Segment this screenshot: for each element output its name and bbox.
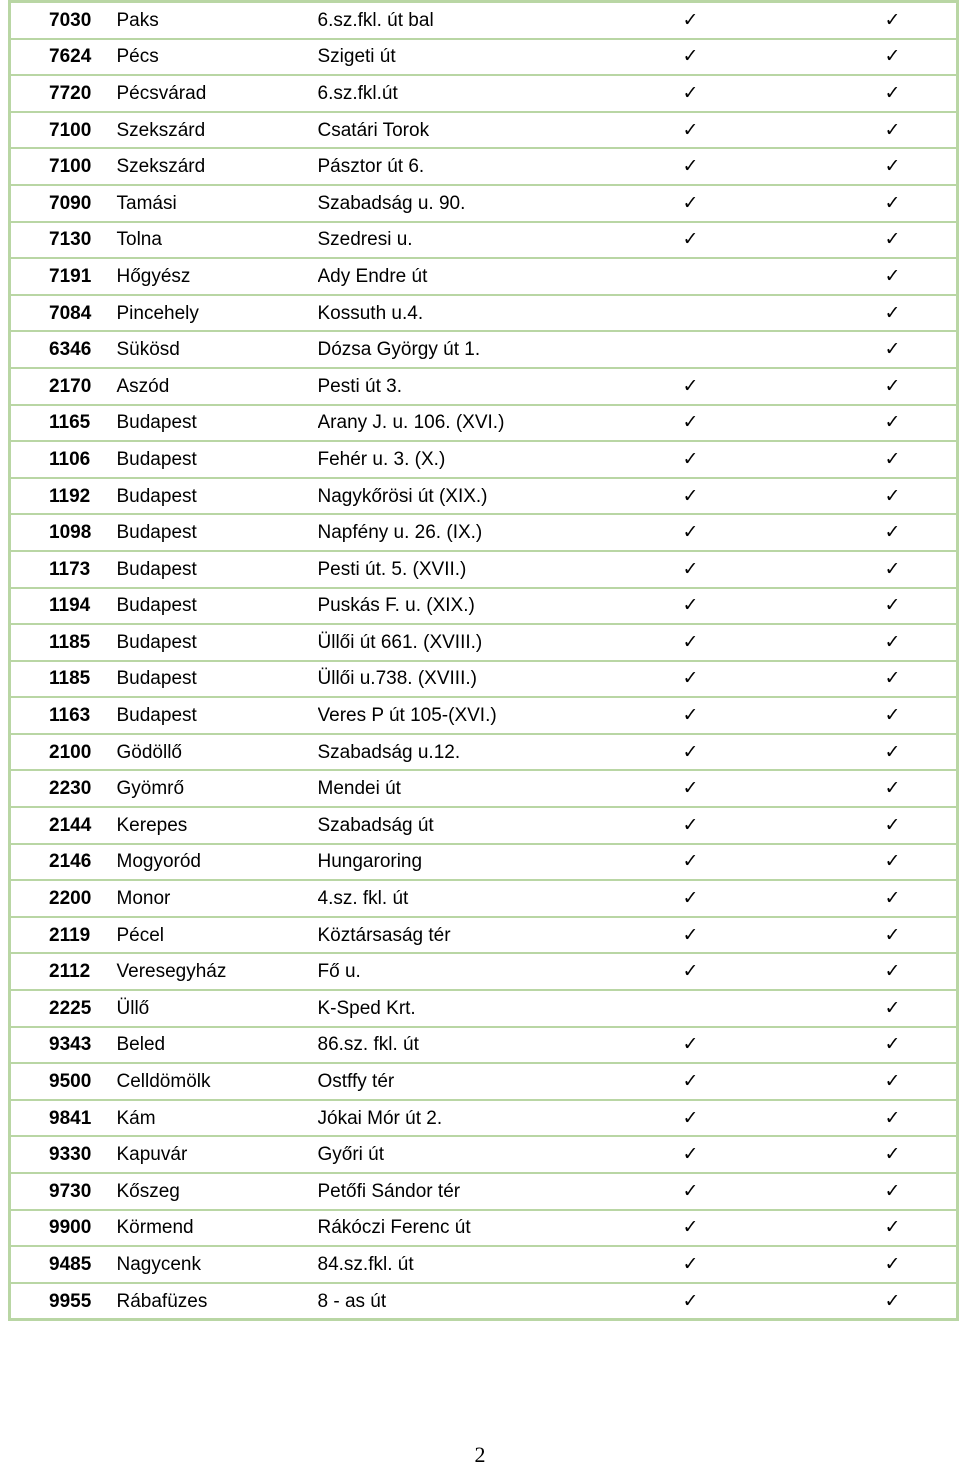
table-row	[10, 880, 958, 917]
check-mark-icon: ✓	[609, 770, 797, 807]
address-cell: 6.sz.fkl. út bal	[318, 2, 609, 39]
check-mark-icon: ✓	[797, 368, 958, 405]
city-cell: Kőszeg	[113, 1173, 318, 1210]
city-cell: Kerepes	[113, 807, 318, 844]
city-cell: Budapest	[113, 697, 318, 734]
zip-code-cell: 9841	[10, 1100, 113, 1137]
table-row	[10, 295, 958, 332]
address-cell: Köztársaság tér	[318, 917, 609, 954]
check-mark-icon: ✓	[797, 1210, 958, 1247]
check-mark-icon: ✓	[609, 478, 797, 515]
table-row	[10, 661, 958, 698]
station-list-sheet	[8, 0, 956, 1321]
check-mark-icon: ✓	[609, 39, 797, 76]
city-cell: Üllő	[113, 990, 318, 1027]
check-mark-icon: ✓	[797, 258, 958, 295]
zip-code-cell: 7130	[10, 222, 113, 259]
check-mark-icon: ✓	[609, 697, 797, 734]
city-cell: Sükösd	[113, 331, 318, 368]
address-cell: 84.sz.fkl. út	[318, 1246, 609, 1283]
city-cell: Tolna	[113, 222, 318, 259]
check-mark-icon: ✓	[797, 1136, 958, 1173]
address-cell: Fehér u. 3. (X.)	[318, 441, 609, 478]
check-mark-icon: ✓	[797, 185, 958, 222]
check-mark-icon: ✓	[797, 807, 958, 844]
check-mark-icon: ✓	[609, 1100, 797, 1137]
table-row	[10, 917, 958, 954]
check-mark-icon: ✓	[797, 880, 958, 917]
table-row	[10, 75, 958, 112]
check-mark-icon: ✓	[609, 75, 797, 112]
address-cell: Szigeti út	[318, 39, 609, 76]
city-cell: Pécs	[113, 39, 318, 76]
check-mark-icon: ✓	[609, 953, 797, 990]
check-mark-icon: ✓	[797, 39, 958, 76]
city-cell: Tamási	[113, 185, 318, 222]
zip-code-cell: 9500	[10, 1063, 113, 1100]
table-row	[10, 734, 958, 771]
zip-code-cell: 9955	[10, 1283, 113, 1320]
city-cell: Rábafüzes	[113, 1283, 318, 1320]
zip-code-cell: 2200	[10, 880, 113, 917]
check-mark-icon: ✓	[609, 405, 797, 442]
check-mark-icon: ✓	[609, 1210, 797, 1247]
check-mark-icon: ✓	[797, 514, 958, 551]
city-cell: Szekszárd	[113, 148, 318, 185]
address-cell: K-Sped Krt.	[318, 990, 609, 1027]
check-mark-icon: ✓	[797, 222, 958, 259]
check-mark-icon: ✓	[609, 1027, 797, 1064]
check-mark-icon: ✓	[797, 1027, 958, 1064]
address-cell: Rákóczi Ferenc út	[318, 1210, 609, 1247]
address-cell: 86.sz. fkl. út	[318, 1027, 609, 1064]
city-cell: Budapest	[113, 514, 318, 551]
table-row	[10, 441, 958, 478]
zip-code-cell: 2112	[10, 953, 113, 990]
city-cell: Budapest	[113, 551, 318, 588]
check-mark-icon: ✓	[609, 588, 797, 625]
table-row	[10, 588, 958, 625]
address-cell: Ady Endre út	[318, 258, 609, 295]
check-mark-icon: ✓	[609, 624, 797, 661]
check-mark-icon: ✓	[609, 514, 797, 551]
check-mark-icon: ✓	[797, 148, 958, 185]
city-cell: Mogyoród	[113, 844, 318, 881]
zip-code-cell: 7090	[10, 185, 113, 222]
table-row	[10, 1173, 958, 1210]
station-table-body	[10, 2, 958, 1320]
zip-code-cell: 9343	[10, 1027, 113, 1064]
check-mark-icon: ✓	[797, 770, 958, 807]
check-mark-icon: ✓	[797, 844, 958, 881]
table-row	[10, 405, 958, 442]
zip-code-cell: 7720	[10, 75, 113, 112]
city-cell: Szekszárd	[113, 112, 318, 149]
table-row	[10, 697, 958, 734]
check-mark-icon: ✓	[609, 112, 797, 149]
zip-code-cell: 2146	[10, 844, 113, 881]
city-cell: Celldömölk	[113, 1063, 318, 1100]
check-mark-icon: ✓	[797, 953, 958, 990]
address-cell: Hungaroring	[318, 844, 609, 881]
zip-code-cell: 7624	[10, 39, 113, 76]
table-row	[10, 185, 958, 222]
zip-code-cell: 2230	[10, 770, 113, 807]
city-cell: Hőgyész	[113, 258, 318, 295]
check-mark-icon: ✓	[797, 734, 958, 771]
check-mark-icon: ✓	[797, 661, 958, 698]
check-mark-icon: ✓	[797, 1246, 958, 1283]
zip-code-cell: 1165	[10, 405, 113, 442]
table-row	[10, 624, 958, 661]
address-cell: Petőfi Sándor tér	[318, 1173, 609, 1210]
check-mark-icon: ✓	[609, 441, 797, 478]
city-cell: Veresegyház	[113, 953, 318, 990]
check-mark-icon: ✓	[797, 478, 958, 515]
zip-code-cell: 2225	[10, 990, 113, 1027]
zip-code-cell: 7084	[10, 295, 113, 332]
check-mark-icon: ✓	[797, 75, 958, 112]
check-mark-icon: ✓	[609, 1283, 797, 1320]
check-mark-icon: ✓	[797, 917, 958, 954]
address-cell: Szedresi u.	[318, 222, 609, 259]
table-row	[10, 478, 958, 515]
table-row	[10, 258, 958, 295]
check-mark-icon: ✓	[797, 112, 958, 149]
address-cell: Mendei út	[318, 770, 609, 807]
zip-code-cell: 7100	[10, 148, 113, 185]
city-cell: Nagycenk	[113, 1246, 318, 1283]
zip-code-cell: 7030	[10, 2, 113, 39]
check-mark-icon: ✓	[609, 1136, 797, 1173]
city-cell: Gyömrő	[113, 770, 318, 807]
address-cell: Nagykőrösi út (XIX.)	[318, 478, 609, 515]
check-mark-icon: ✓	[797, 2, 958, 39]
check-mark-icon: ✓	[609, 222, 797, 259]
address-cell: Szabadság u. 90.	[318, 185, 609, 222]
zip-code-cell: 1106	[10, 441, 113, 478]
zip-code-cell: 6346	[10, 331, 113, 368]
table-row	[10, 514, 958, 551]
city-cell: Paks	[113, 2, 318, 39]
address-cell: Fő u.	[318, 953, 609, 990]
check-mark-icon: ✓	[797, 295, 958, 332]
zip-code-cell: 1098	[10, 514, 113, 551]
zip-code-cell: 9730	[10, 1173, 113, 1210]
check-mark-icon: ✓	[609, 2, 797, 39]
zip-code-cell: 7100	[10, 112, 113, 149]
city-cell: Budapest	[113, 624, 318, 661]
address-cell: Arany J. u. 106. (XVI.)	[318, 405, 609, 442]
city-cell: Beled	[113, 1027, 318, 1064]
address-cell: 8 - as út	[318, 1283, 609, 1320]
table-row	[10, 222, 958, 259]
check-mark-icon: ✓	[609, 917, 797, 954]
city-cell: Pincehely	[113, 295, 318, 332]
address-cell: Kossuth u.4.	[318, 295, 609, 332]
address-cell: Dózsa György út 1.	[318, 331, 609, 368]
city-cell: Aszód	[113, 368, 318, 405]
station-table	[8, 0, 959, 1321]
check-mark-icon	[609, 295, 797, 332]
check-mark-icon: ✓	[609, 148, 797, 185]
check-mark-icon: ✓	[797, 1063, 958, 1100]
check-mark-icon: ✓	[797, 990, 958, 1027]
address-cell: Ostffy tér	[318, 1063, 609, 1100]
zip-code-cell: 2170	[10, 368, 113, 405]
check-mark-icon: ✓	[609, 551, 797, 588]
city-cell: Kapuvár	[113, 1136, 318, 1173]
address-cell: Veres P út 105-(XVI.)	[318, 697, 609, 734]
table-row	[10, 990, 958, 1027]
table-row	[10, 1210, 958, 1247]
zip-code-cell: 9900	[10, 1210, 113, 1247]
address-cell: Pásztor út 6.	[318, 148, 609, 185]
zip-code-cell: 1194	[10, 588, 113, 625]
address-cell: Győri út	[318, 1136, 609, 1173]
zip-code-cell: 2119	[10, 917, 113, 954]
zip-code-cell: 1185	[10, 661, 113, 698]
check-mark-icon: ✓	[609, 185, 797, 222]
table-row	[10, 1246, 958, 1283]
zip-code-cell: 7191	[10, 258, 113, 295]
table-row	[10, 770, 958, 807]
check-mark-icon	[609, 258, 797, 295]
city-cell: Gödöllő	[113, 734, 318, 771]
table-row	[10, 953, 958, 990]
check-mark-icon: ✓	[797, 1100, 958, 1137]
check-mark-icon: ✓	[797, 1283, 958, 1320]
check-mark-icon: ✓	[797, 441, 958, 478]
address-cell: Puskás F. u. (XIX.)	[318, 588, 609, 625]
check-mark-icon: ✓	[609, 844, 797, 881]
city-cell: Budapest	[113, 478, 318, 515]
zip-code-cell: 1192	[10, 478, 113, 515]
address-cell: Pesti út. 5. (XVII.)	[318, 551, 609, 588]
zip-code-cell: 1173	[10, 551, 113, 588]
check-mark-icon	[609, 331, 797, 368]
city-cell: Pécel	[113, 917, 318, 954]
zip-code-cell: 1163	[10, 697, 113, 734]
city-cell: Pécsvárad	[113, 75, 318, 112]
check-mark-icon: ✓	[797, 588, 958, 625]
check-mark-icon: ✓	[797, 697, 958, 734]
table-row	[10, 807, 958, 844]
check-mark-icon: ✓	[797, 624, 958, 661]
check-mark-icon: ✓	[609, 880, 797, 917]
address-cell: Jókai Mór út 2.	[318, 1100, 609, 1137]
table-row	[10, 331, 958, 368]
address-cell: 6.sz.fkl.út	[318, 75, 609, 112]
address-cell: Szabadság u.12.	[318, 734, 609, 771]
city-cell: Monor	[113, 880, 318, 917]
table-row	[10, 39, 958, 76]
check-mark-icon: ✓	[609, 368, 797, 405]
city-cell: Budapest	[113, 661, 318, 698]
check-mark-icon: ✓	[797, 1173, 958, 1210]
city-cell: Körmend	[113, 1210, 318, 1247]
zip-code-cell: 2100	[10, 734, 113, 771]
check-mark-icon: ✓	[609, 1063, 797, 1100]
table-row	[10, 551, 958, 588]
address-cell: Csatári Torok	[318, 112, 609, 149]
address-cell: Üllői u.738. (XVIII.)	[318, 661, 609, 698]
address-cell: Szabadság út	[318, 807, 609, 844]
table-row	[10, 1136, 958, 1173]
check-mark-icon	[609, 990, 797, 1027]
address-cell: Napfény u. 26. (IX.)	[318, 514, 609, 551]
address-cell: Üllői út 661. (XVIII.)	[318, 624, 609, 661]
table-row	[10, 1027, 958, 1064]
check-mark-icon: ✓	[609, 1246, 797, 1283]
address-cell: Pesti út 3.	[318, 368, 609, 405]
address-cell: 4.sz. fkl. út	[318, 880, 609, 917]
table-row	[10, 2, 958, 39]
check-mark-icon: ✓	[609, 734, 797, 771]
zip-code-cell: 2144	[10, 807, 113, 844]
table-row	[10, 1100, 958, 1137]
table-row	[10, 844, 958, 881]
table-row	[10, 1063, 958, 1100]
check-mark-icon: ✓	[797, 551, 958, 588]
zip-code-cell: 1185	[10, 624, 113, 661]
table-row	[10, 1283, 958, 1320]
check-mark-icon: ✓	[609, 1173, 797, 1210]
table-row	[10, 368, 958, 405]
zip-code-cell: 9330	[10, 1136, 113, 1173]
city-cell: Budapest	[113, 405, 318, 442]
check-mark-icon: ✓	[609, 807, 797, 844]
table-row	[10, 112, 958, 149]
page-number: 2	[474, 1442, 486, 1467]
table-row	[10, 148, 958, 185]
check-mark-icon: ✓	[609, 661, 797, 698]
zip-code-cell: 9485	[10, 1246, 113, 1283]
city-cell: Budapest	[113, 441, 318, 478]
check-mark-icon: ✓	[797, 405, 958, 442]
city-cell: Budapest	[113, 588, 318, 625]
check-mark-icon: ✓	[797, 331, 958, 368]
city-cell: Kám	[113, 1100, 318, 1137]
